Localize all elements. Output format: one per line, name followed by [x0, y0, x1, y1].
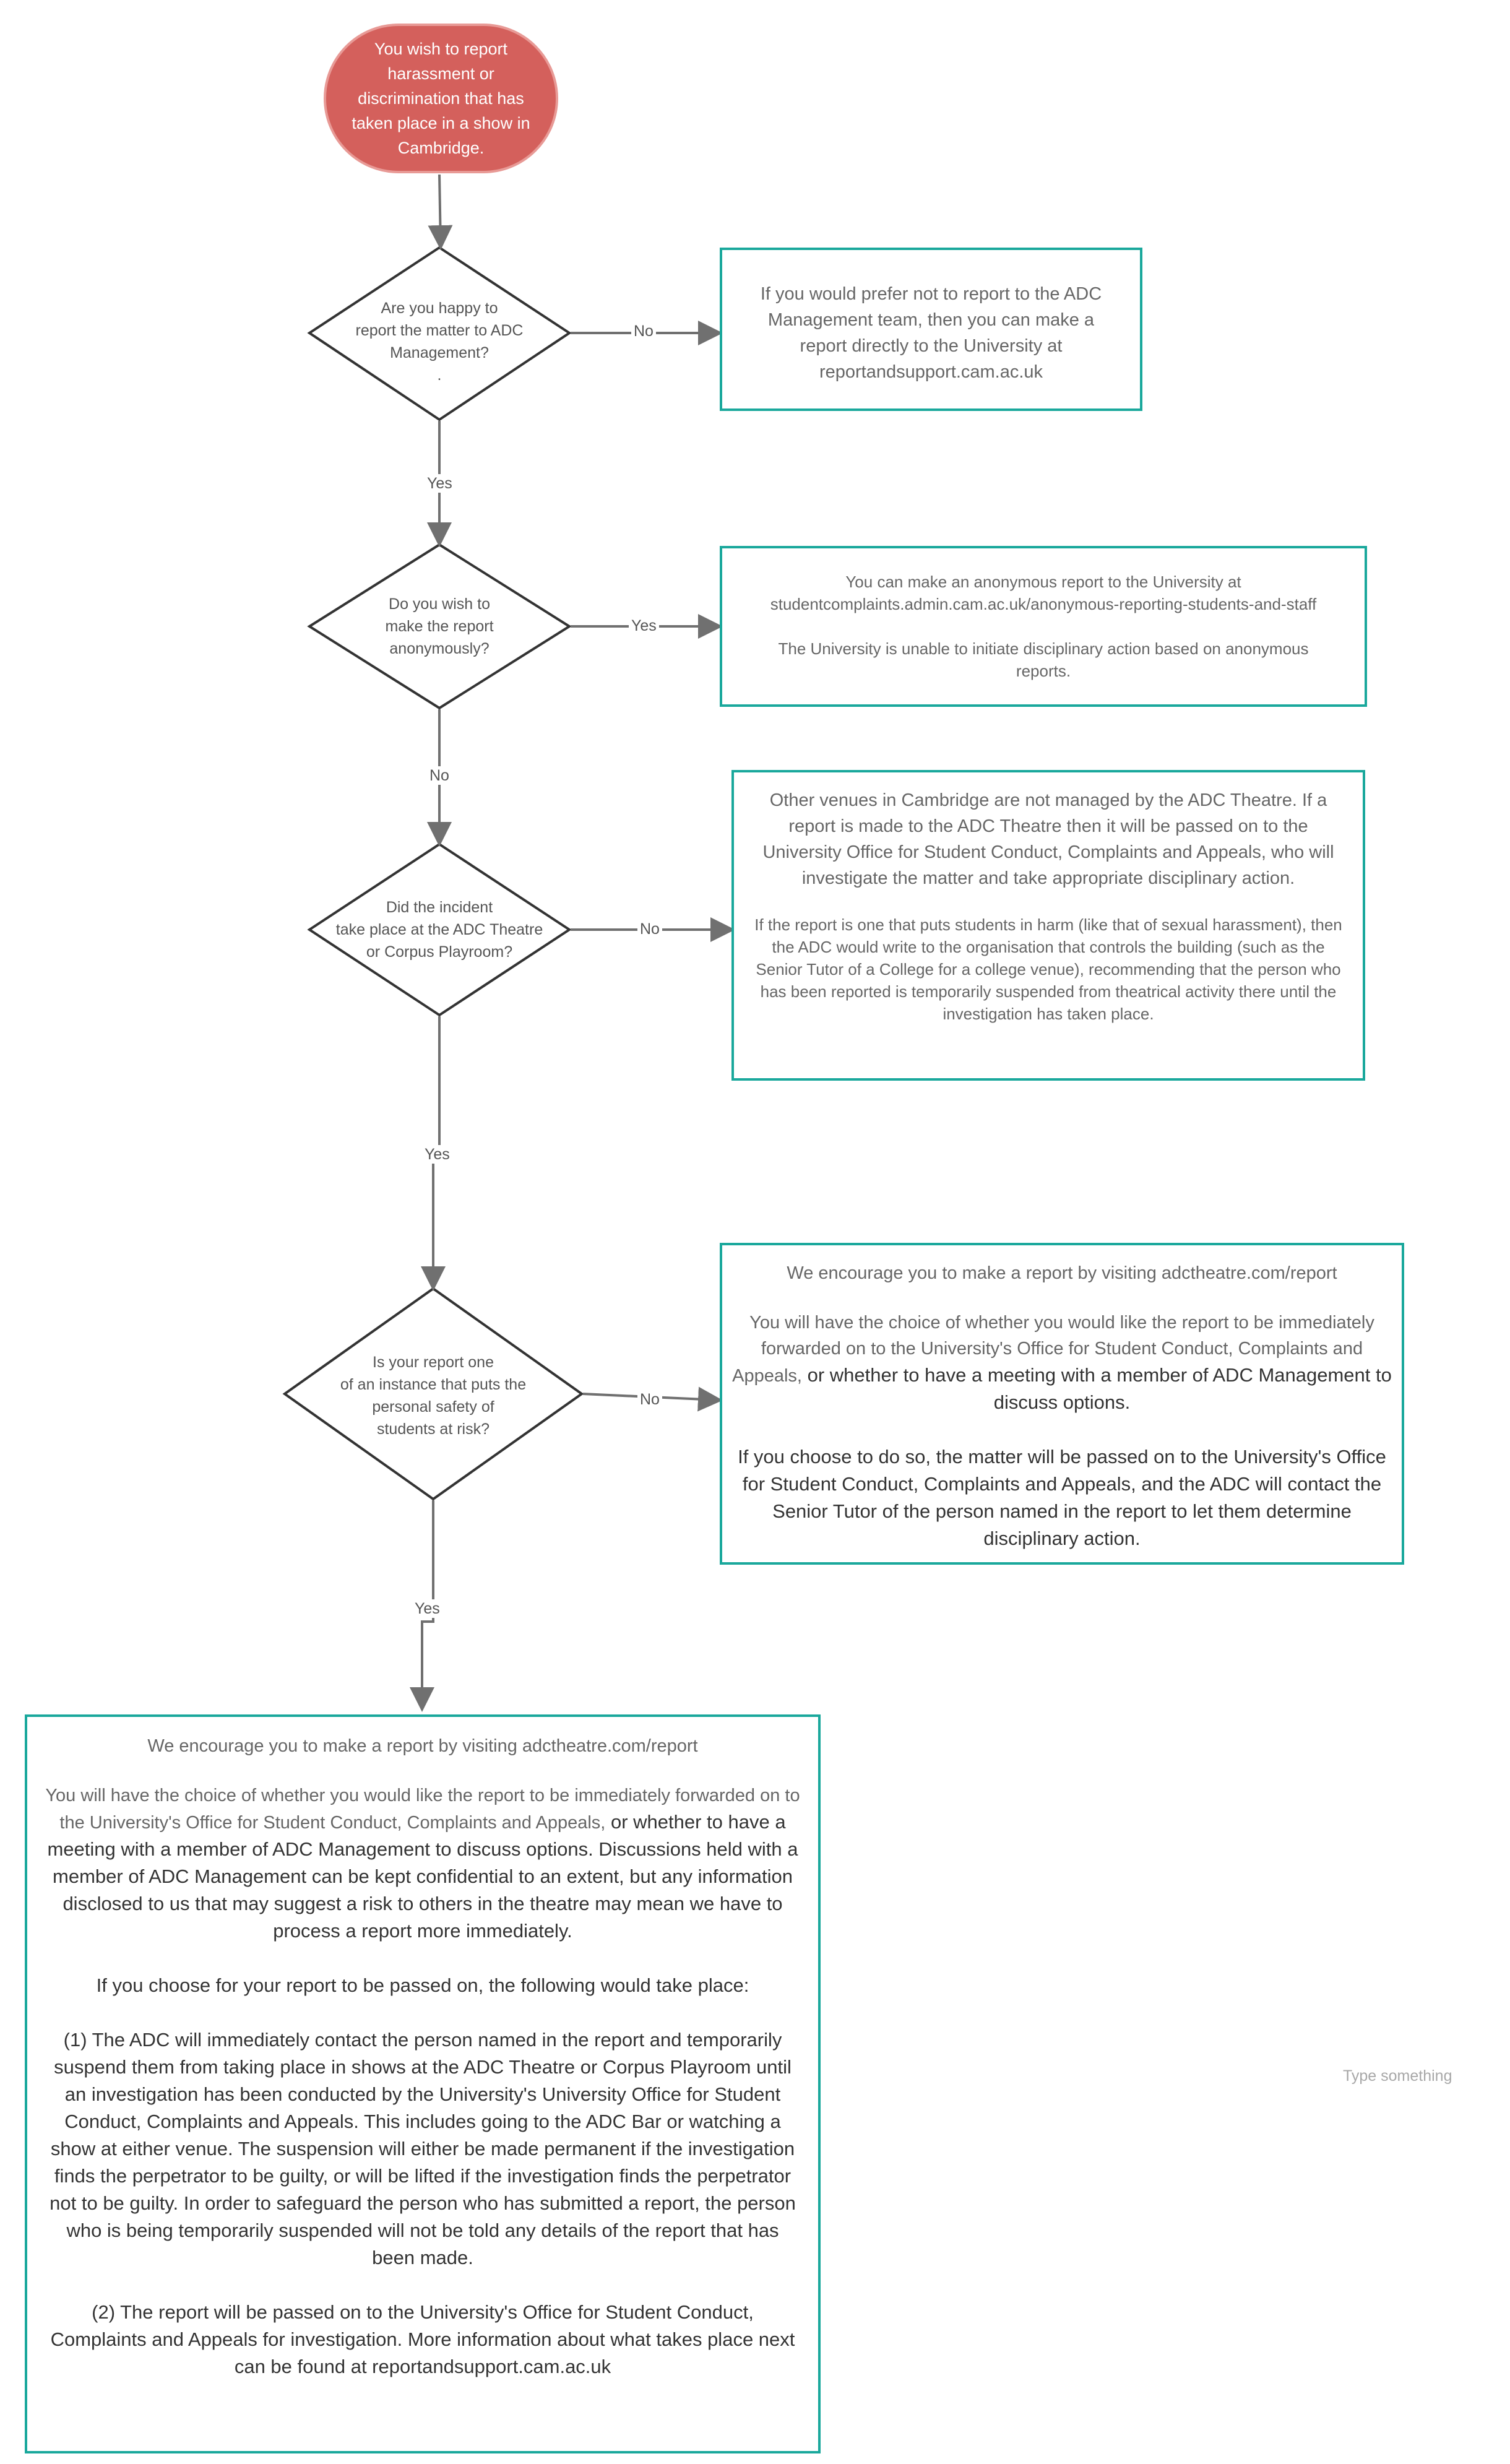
start-line-3: discrimination that has: [358, 89, 524, 108]
q4-line-2: of an instance that puts the: [340, 1376, 527, 1393]
edge-label-q1-yes: Yes: [425, 474, 455, 493]
q3-line-1: Did the incident: [386, 899, 493, 916]
box5-paragraph-5: (2) The report will be passed on to the University's Office for Student Conduct, Complaints and Appeals for investigation. More information about what takes place next can be found at reportandsupport.cam.ac.uk: [50, 2301, 795, 2377]
edge-label-q4-yes: Yes: [412, 1599, 442, 1618]
box5-paragraph-2b: or whether to have a meeting with a member of ADC Management to discuss options. Discussions held with a member of ADC Management can be kept confidential to an extent, but any information disclosed to us that may suggest a risk to others in the theatre may mean we have to process a report more immediately.: [47, 1811, 798, 1942]
edge-start-to-q1: [439, 175, 441, 245]
q1-line-2: report the matter to ADC: [355, 322, 524, 339]
q4-line-1: Is your report one: [373, 1354, 494, 1371]
q4-line-3: personal safety of: [372, 1398, 494, 1416]
start-node-text: [334, 31, 548, 166]
q3-line-2: take place at the ADC Theatre: [335, 921, 543, 938]
edge-label-q4-no: No: [637, 1390, 662, 1409]
start-line-4: taken place in a show in: [352, 114, 530, 132]
q2-line-2: make the report: [385, 618, 494, 635]
box1-text: If you would prefer not to report to the ADC Management team, then you can make a report directly to the University at reportandsupport.cam.ac.uk: [760, 284, 1102, 382]
edge-label-q3-yes: Yes: [422, 1145, 452, 1164]
box4-paragraph-2a: You will have the choice of whether you would like the report to be immediately forwarded on to the University's Office for Student Conduct, Complaints and Appeals,: [732, 1313, 1374, 1386]
box5-paragraph-3: If you choose for your report to be passed on, the following would take place:: [96, 1974, 749, 1996]
box2-disclaimer: The University is unable to initiate disciplinary action based on anonymous reports.: [778, 639, 1309, 680]
box5-paragraph-4: (1) The ADC will immediately contact the person named in the report and temporarily suspend them from taking place in shows at the ADC Theatre or Corpus Playroom until an investigation has been conducted by the University's University Office for Student Conduct, Complaints and Appeals. This includes going to the ADC Bar or watching a show at either venue. The suspension will either be made permanent if the investigation finds the perpetrator to be guilty, or will be lifted if the investigation finds the perpetrator not to be guilty. In order to safeguard the person who has submitted a report, the person who is being temporarily suspended will not be told any details of the report that has been made.: [50, 2029, 796, 2268]
q3-line-3: or Corpus Playroom?: [366, 943, 513, 961]
box-report-to-university[interactable]: [720, 248, 1142, 411]
start-line-2: harassment or: [387, 64, 494, 83]
box3-paragraph-2: If the report is one that puts students in harm (like that of sexual harassment), then the ADC would write to the organisation that controls the building (such as the Senior Tutor of a College for a college venue), recommending that the person who has been reported is temporarily suspended from theatrical activity there until the investigation has taken place.: [754, 915, 1342, 1023]
edge-label-q2-no: No: [427, 766, 452, 785]
q1-line-1: Are you happy to: [381, 300, 498, 317]
box-anonymous-report[interactable]: [720, 546, 1367, 707]
q2-text: [347, 588, 532, 665]
box4-paragraph-3: If you choose to do so, the matter will be passed on to the University's Office for Student Conduct, Complaints and Appeals, and the ADC will contact the Senior Tutor of the person named in the report to let them determine disciplinary action.: [738, 1446, 1386, 1549]
edge-label-q1-no: No: [631, 322, 656, 340]
q1-line-3: Management?: [390, 344, 489, 361]
box-no-risk-report[interactable]: [720, 1243, 1404, 1565]
box2-line-1: You can make an anonymous report to the University at: [845, 573, 1241, 591]
q2-line-1: Do you wish to: [389, 595, 490, 613]
q2-line-3: anonymously?: [389, 640, 490, 657]
edge-label-q3-no: No: [637, 920, 662, 938]
box2-link[interactable]: studentcomplaints.admin.cam.ac.uk/anonymous-reporting-students-and-staff: [770, 595, 1317, 613]
start-line-5: Cambridge.: [397, 139, 485, 157]
box5-paragraph-1: We encourage you to make a report by visiting adctheatre.com/report: [147, 1736, 698, 1756]
q3-text: [316, 895, 563, 964]
box5-paragraph-2a: You will have the choice of whether you would like the report to be immediately forwarded on to the University's Office for Student Conduct, Complaints and Appeals,: [45, 1786, 800, 1833]
box3-paragraph-1: Other venues in Cambridge are not managed by the ADC Theatre. If a report is made to the ADC Theatre then it will be passed on to the University Office for Student Conduct, Complaints and Appeals, who will investigate the matter and take appropriate disciplinary action.: [762, 790, 1334, 888]
q4-line-4: students at risk?: [376, 1420, 490, 1438]
box5-paragraph-2: [45, 1783, 801, 1945]
q1-text: [334, 297, 545, 415]
type-something-placeholder[interactable]: Type something: [1343, 2067, 1452, 2085]
q4-text: [309, 1349, 557, 1442]
box4-paragraph-1: We encourage you to make a report by visiting adctheatre.com/report: [787, 1263, 1337, 1283]
q1-line-4: .: [437, 366, 442, 384]
box-other-venues[interactable]: [731, 770, 1365, 1081]
start-line-1: You wish to report: [374, 40, 508, 58]
box4-paragraph-2: [732, 1310, 1392, 1416]
box-risk-report[interactable]: [25, 1714, 821, 2453]
box4-paragraph-2b: or whether to have a meeting with a member of ADC Management to discuss options.: [801, 1364, 1392, 1413]
edge-label-q2-yes: Yes: [629, 616, 659, 635]
